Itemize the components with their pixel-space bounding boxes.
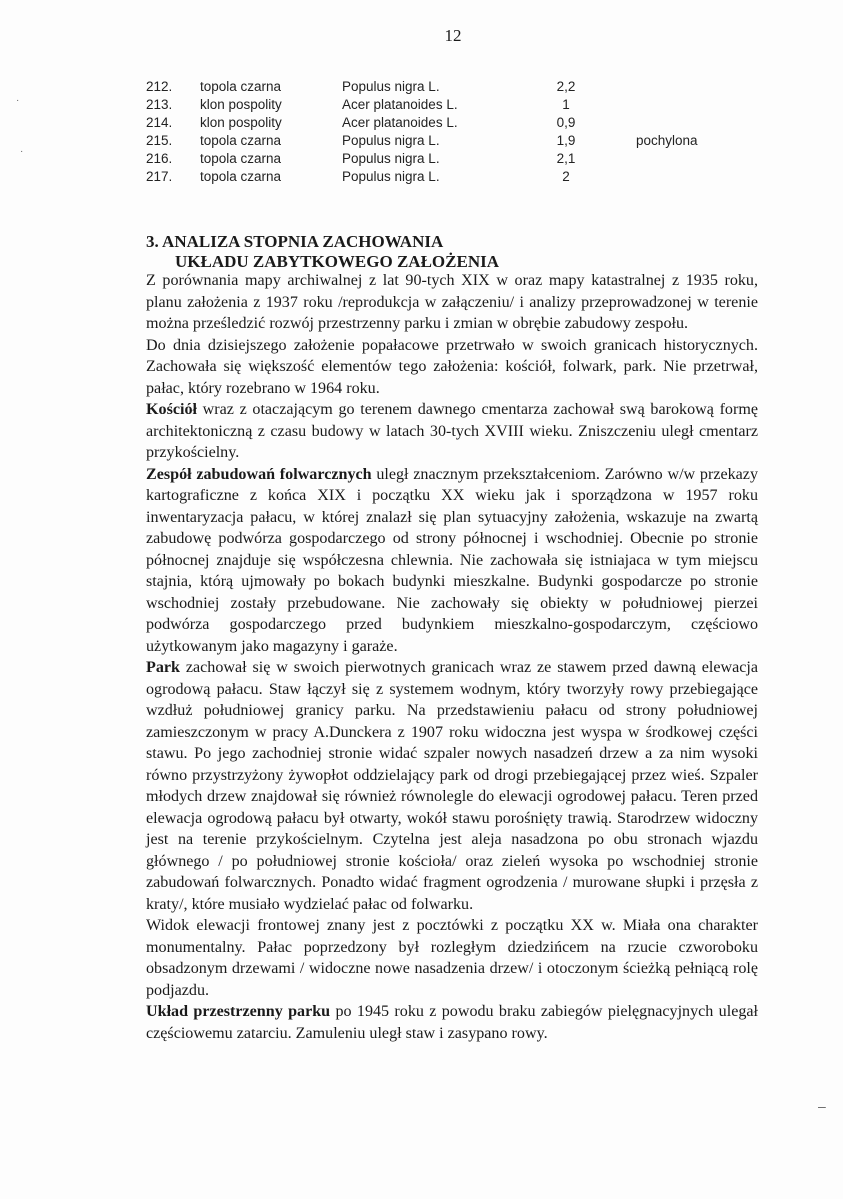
table-row xyxy=(146,150,746,168)
scan-dot: · xyxy=(20,146,24,157)
scan-dash: – xyxy=(818,1098,826,1114)
polish-name: klon pospolity xyxy=(200,97,282,112)
measure-value: 2,1 xyxy=(556,151,576,166)
scan-dot: · xyxy=(16,95,20,106)
measure-value: 1 xyxy=(562,97,570,112)
heading-line-2: UKŁADU ZABYTKOWEGO ZAŁOŻENIA xyxy=(175,252,499,271)
paragraph-text: Widok elewacji frontowej znany jest z pocztówki z początku XX w. Miała ona charakter monumentalny. Pałac poprzedzony był rozległym dziedzińcem na rzucie czworoboku obsadzonym drzewami / widoczne nowe nasadzenia drzew/ i otoczonym ścieżką pełniącą rolę podjazdu. xyxy=(146,917,758,999)
paragraph xyxy=(146,464,758,658)
page-number: 12 xyxy=(444,26,462,45)
paragraph xyxy=(146,270,758,335)
paragraph-text: Do dnia dzisiejszego założenie popałacowe przetrwało w swoich granicach historycznych. Zachowała się większość elementów tego założenia: kościół, folwark, park. Nie przetrwał, pałac, który rozebrano w 1964 roku. xyxy=(146,336,758,397)
measure-value: 2,2 xyxy=(556,79,576,94)
paragraph xyxy=(146,399,758,464)
entry-number: 216. xyxy=(146,151,173,166)
measure-value: 0,9 xyxy=(556,115,576,130)
paragraph-text: zachował się w swoich pierwotnych granicach wraz ze stawem przed dawną elewacja ogrodową pałacu. Staw łączył się z systemem wodnym, który tworzyły rowy przebiegające wzdłuż południowej granicy parku. Na przedstawieniu pałacu od strony południowej zamieszczonym w pracy A.Dunckera z 1907 roku widoczna jest wyspa w środkowej części stawu. Po jego zachodniej stronie widać szpaler nowych nasadzeń drzew a za nim wysoki równo przystrzyżony żywopłot oddzielający park od drogi przebiegającej przez wieś. Szpaler młodych drzew znajdował się również równolegle do elewacji ogrodowej pałacu. Teren przed elewacja ogrodową pałacu był otwarty, wokół stawu porośnięty trawią. Starodrzew widoczny jest na terenie przykościelnym. Czytelna jest aleja nasadzona po obu stronach wjazdu głównego / po południowej stronie kościoła/ oraz zieleń wysoka po wschodniej stronie zabudowań folwarcznych. Ponadto widać fragment ogrodzenia / murowane słupki i przęsła z kraty/, które musiało wydzielać pałac od folwarku. xyxy=(146,659,758,913)
table-row xyxy=(146,168,746,186)
table-row xyxy=(146,78,746,96)
body-text xyxy=(146,270,758,1044)
latin-name: Populus nigra L. xyxy=(342,151,440,166)
paragraph-lead: Park xyxy=(146,659,180,676)
paragraph-text: po 1945 roku z powodu braku zabiegów pielęgnacyjnych ulegał częściowemu zatarciu. Zamuleniu uległ staw i zasypano rowy. xyxy=(146,1003,758,1042)
paragraph-text: uległ znacznym przekształceniom. Zarówno w/w przekazy kartograficzne z końca XIX i początku XX wieku jak i sporządzona w 1957 roku inwentaryzacja pałacu, w której znalazł się plan sytuacyjny założenia, wskazuje na zwartą zabudowę podwórza gospodarczego od strony północnej i wschodniej. Obecnie po stronie północnej znajduje się współczesna chlewnia. Nie zachowała się istniajaca w tym miejscu stajnia, którą ujmowały po bokach budynki mieszkalne. Budynki gospodarcze po stronie wschodniej zostały przebudowane. Nie zachowały się obiekty w południowej pierzei podwórza gospodarczego przed budynkiem mieszkalno-gospodarczym, częściowo użytkowanym jako magazyny i garaże. xyxy=(146,465,758,655)
latin-name: Populus nigra L. xyxy=(342,133,440,148)
entry-number: 212. xyxy=(146,79,173,94)
polish-name: topola czarna xyxy=(200,79,282,94)
polish-name: topola czarna xyxy=(200,151,282,166)
paragraph-text: Z porównania mapy archiwalnej z lat 90-tych XIX w oraz mapy katastralnej z 1935 roku, planu założenia z 1937 roku /reprodukcja w załączeniu/ i analizy przeprowadzonej w terenie można prześledzić rozwój przestrzenny parku i zmian w obrębie zabudowy zespołu. xyxy=(146,272,758,332)
polish-name: topola czarna xyxy=(200,169,282,184)
entry-number: 215. xyxy=(146,133,173,148)
paragraph xyxy=(146,657,758,915)
paragraph-text: wraz z otaczającym go terenem dawnego cmentarza zachował swą barokową formę architektoniczną z czasu budowy w latach 30-tych XVIII wieku. Zniszczeniu uległ cmentarz przykościelny. xyxy=(146,401,758,461)
latin-name: Acer platanoides L. xyxy=(342,97,458,112)
table-row xyxy=(146,96,746,114)
paragraph-lead: Kościół xyxy=(146,401,197,418)
paragraph xyxy=(146,1001,758,1044)
tree-table xyxy=(146,78,746,186)
latin-name: Acer platanoides L. xyxy=(342,115,458,130)
polish-name: topola czarna xyxy=(200,133,282,148)
section-heading xyxy=(146,232,499,272)
paragraph-lead: Zespół zabudowań folwarcznych xyxy=(146,465,372,483)
table-row xyxy=(146,132,746,150)
measure-value: 2 xyxy=(562,169,570,184)
paragraph xyxy=(146,335,758,400)
entry-number: 213. xyxy=(146,97,173,112)
paragraph xyxy=(146,915,758,1001)
table-row xyxy=(146,114,746,132)
heading-line-1: 3. ANALIZA STOPNIA ZACHOWANIA xyxy=(146,232,444,251)
measure-value: 1,9 xyxy=(556,133,576,148)
polish-name: klon pospolity xyxy=(200,115,282,130)
paragraph-lead: Układ przestrzenny parku xyxy=(146,1003,331,1020)
entry-number: 217. xyxy=(146,169,173,184)
latin-name: Populus nigra L. xyxy=(342,169,440,184)
entry-number: 214. xyxy=(146,115,173,130)
latin-name: Populus nigra L. xyxy=(342,79,440,94)
note: pochylona xyxy=(636,133,698,148)
